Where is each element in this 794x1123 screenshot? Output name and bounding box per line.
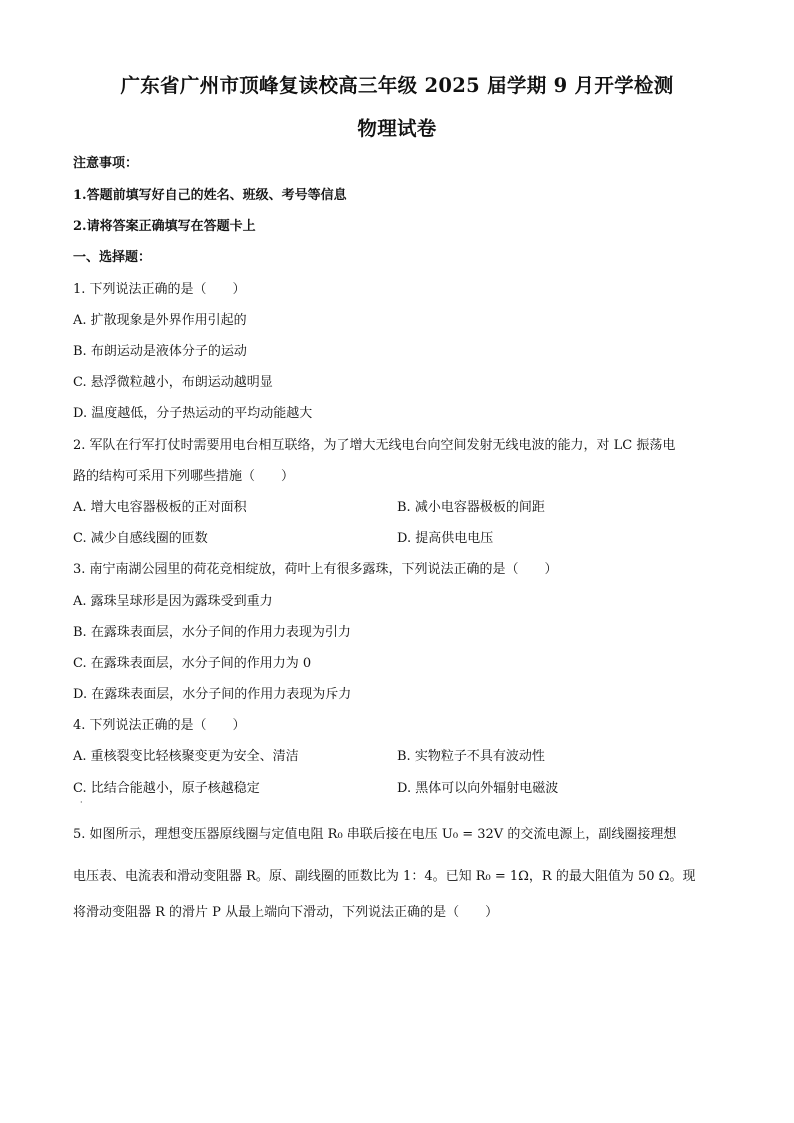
q3-option-a: A. 露珠呈球形是因为露珠受到重力: [73, 594, 273, 609]
q2-option-b: B. 减小电容器极板的间距: [397, 500, 545, 515]
section-heading: 一、选择题：: [73, 250, 152, 265]
exam-subject: 物理试卷: [357, 117, 437, 140]
q5-stem-line1: 5. 如图所示，理想变压器原线圈与定值电阻 R₀ 串联后接在电压 U₀ = 32V 的交流电源上，副线圈接理想: [73, 827, 677, 842]
q4-stem: 4. 下列说法正确的是（ ）: [73, 718, 246, 733]
q3-option-b: B. 在露珠表面层，水分子间的作用力表现为引力: [73, 625, 351, 640]
q1-option-d: D. 温度越低，分子热运动的平均动能越大: [73, 406, 313, 421]
q3-stem: 3. 南宁南湖公园里的荷花竞相绽放，荷叶上有很多露珠，下列说法正确的是（ ）: [73, 562, 558, 577]
q3-option-d: D. 在露珠表面层，水分子间的作用力表现为斥力: [73, 687, 352, 702]
q5-stem-line3: 将滑动变阻器 R 的滑片 P 从最上端向下滑动，下列说法正确的是（ ）: [73, 905, 499, 920]
q1-stem: 1. 下列说法正确的是（ ）: [73, 282, 246, 297]
note-1: 1.答题前填写好自己的姓名、班级、考号等信息: [73, 188, 347, 203]
q4-option-b: B. 实物粒子不具有波动性: [397, 749, 545, 764]
note-2: 2.请将答案正确填写在答题卡上: [73, 219, 256, 234]
stray-dot: ·: [80, 798, 83, 807]
q1-option-c: C. 悬浮微粒越小，布朗运动越明显: [73, 375, 273, 390]
q4-option-a: A. 重核裂变比轻核聚变更为安全、清洁: [73, 749, 299, 764]
q2-stem-line2: 路的结构可采用下列哪些措施（ ）: [73, 469, 295, 484]
q5-stem-line2: 电压表、电流表和滑动变阻器 R。原、副线圈的匝数比为 1：4。已知 R₀ = 1Ω，R 的最大阻值为 50 Ω。现: [73, 869, 696, 884]
q4-option-d: D. 黑体可以向外辐射电磁波: [397, 781, 559, 796]
q2-option-a: A. 增大电容器极板的正对面积: [73, 500, 247, 515]
q3-option-c: C. 在露珠表面层，水分子间的作用力为 0: [73, 656, 312, 671]
q1-option-a: A. 扩散现象是外界作用引起的: [73, 313, 247, 328]
exam-title: 广东省广州市顶峰复读校高三年级 2025 届学期 9 月开学检测: [120, 74, 674, 97]
q4-option-c: C. 比结合能越小，原子核越稳定: [73, 781, 260, 796]
notes-heading: 注意事项：: [73, 156, 139, 171]
q1-option-b: B. 布朗运动是液体分子的运动: [73, 344, 247, 359]
q2-option-c: C. 减少自感线圈的匝数: [73, 531, 208, 546]
q2-stem-line1: 2. 军队在行军打仗时需要用电台相互联络，为了增大无线电台向空间发射无线电波的能力，对 LC 振荡电: [73, 438, 676, 453]
q2-option-d: D. 提高供电电压: [397, 531, 494, 546]
